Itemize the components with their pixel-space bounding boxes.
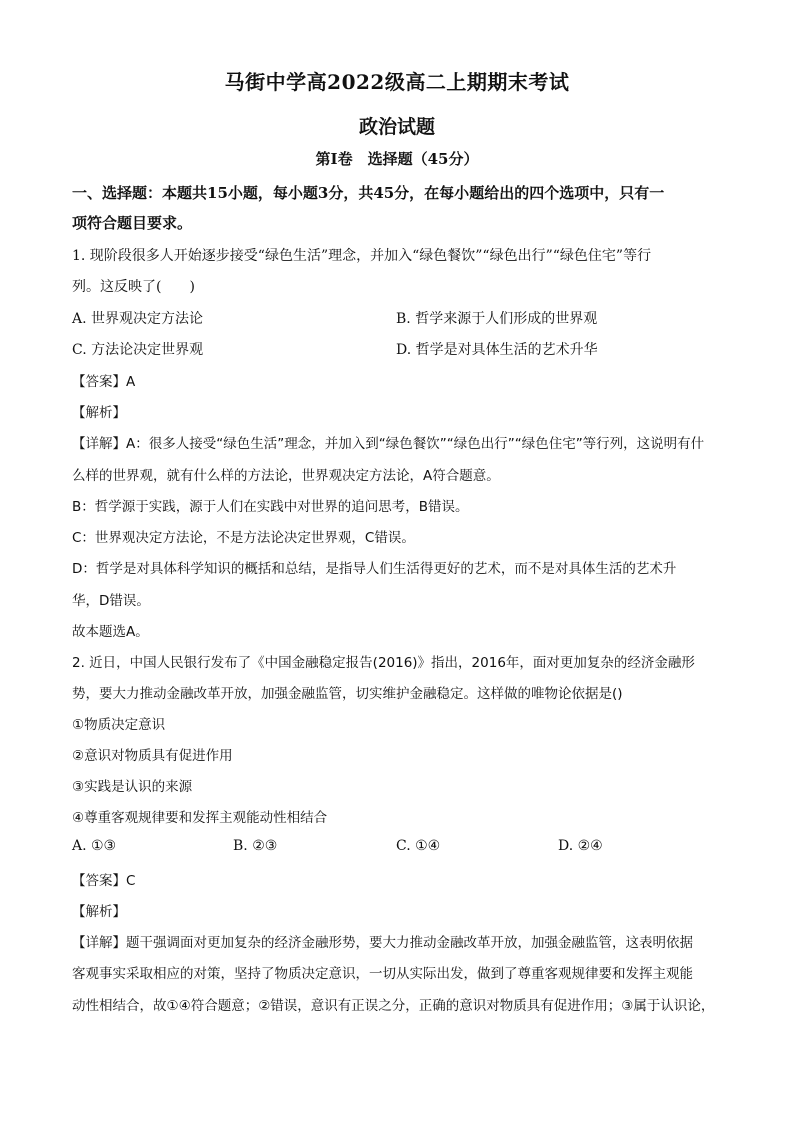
q2-analysis-label: 【解析】 <box>72 904 126 920</box>
q2-detail-line1: 【详解】题干强调面对更加复杂的经济金融形势，要大力推动金融改革开放，加强金融监管，这表明依据 <box>72 935 693 951</box>
q2-item-3: ③实践是认识的来源 <box>72 779 193 795</box>
q2-stem-line2: 势，要大力推动金融改革开放，加强金融监管，切实维护金融稳定。这样做的唯物论依据是() <box>72 686 623 702</box>
q1-answer: 【答案】A <box>72 374 136 390</box>
q1-detail-d-line2: 华，D错误。 <box>72 593 150 609</box>
q1-option-a: A. 世界观决定方法论 <box>72 311 204 327</box>
q2-stem-line1: 2. 近日，中国人民银行发布了《中国金融稳定报告(2016)》指出，2016年，面对更加复杂的经济金融形 <box>72 655 695 671</box>
q1-analysis-label: 【解析】 <box>72 405 126 421</box>
q1-detail-d-line1: D：哲学是对具体科学知识的概括和总结，是指导人们生活得更好的艺术，而不是对具体生活的艺术升 <box>72 561 677 577</box>
q1-option-d: D. 哲学是对具体生活的艺术升华 <box>396 342 598 358</box>
q1-detail-line2: 么样的世界观，就有什么样的方法论，世界观决定方法论，A符合题意。 <box>72 468 500 484</box>
q1-stem-line1: 1. 现阶段很多人开始逐步接受“绿色生活”理念，并加入“绿色餐饮”“绿色出行”“绿色住宅”等行 <box>72 248 652 264</box>
section-instruction-line1: 一、选择题：本题共15小题，每小题3分，共45分，在每小题给出的四个选项中，只有一 <box>72 184 665 202</box>
section-instruction-line2: 项符合题目要求。 <box>72 214 193 232</box>
q1-detail-c: C：世界观决定方法论，不是方法论决定世界观，C错误。 <box>72 530 415 546</box>
q2-option-c: C. ①④ <box>396 838 441 854</box>
q2-option-b: B. ②③ <box>233 838 278 854</box>
q2-option-a: A. ①③ <box>72 838 117 854</box>
subject-title: 政治试题 <box>358 116 435 138</box>
q2-detail-line2: 客观事实采取相应的对策，坚持了物质决定意识，一切从实际出发，做到了尊重客观规律要和发挥主观能 <box>72 966 693 982</box>
q1-stem-line2: 列。这反映了( ) <box>72 279 195 295</box>
q2-item-2: ②意识对物质具有促进作用 <box>72 748 233 764</box>
q2-detail-line3: 动性相结合，故①④符合题意；②错误，意识有正误之分，正确的意识对物质具有促进作用；③属于认识论， <box>72 998 715 1014</box>
q1-detail-b: B：哲学源于实践，源于人们在实践中对世界的追问思考，B错误。 <box>72 499 469 515</box>
exam-title: 马街中学高2022级高二上期期末考试 <box>224 70 570 94</box>
q1-conclusion: 故本题选A。 <box>72 624 149 640</box>
q2-option-d: D. ②④ <box>558 838 603 854</box>
q2-item-4: ④尊重客观规律要和发挥主观能动性相结合 <box>72 810 328 826</box>
part-heading: 第Ⅰ卷 选择题（45分） <box>315 150 479 168</box>
q1-option-c: C. 方法论决定世界观 <box>72 342 204 358</box>
q1-option-b: B. 哲学来源于人们形成的世界观 <box>396 311 598 327</box>
q2-item-1: ①物质决定意识 <box>72 717 166 733</box>
q1-detail-line1: 【详解】A：很多人接受“绿色生活”理念，并加入到“绿色餐饮”“绿色出行”“绿色住宅”等行列，这说明有什 <box>72 436 705 452</box>
q2-answer: 【答案】C <box>72 873 136 889</box>
